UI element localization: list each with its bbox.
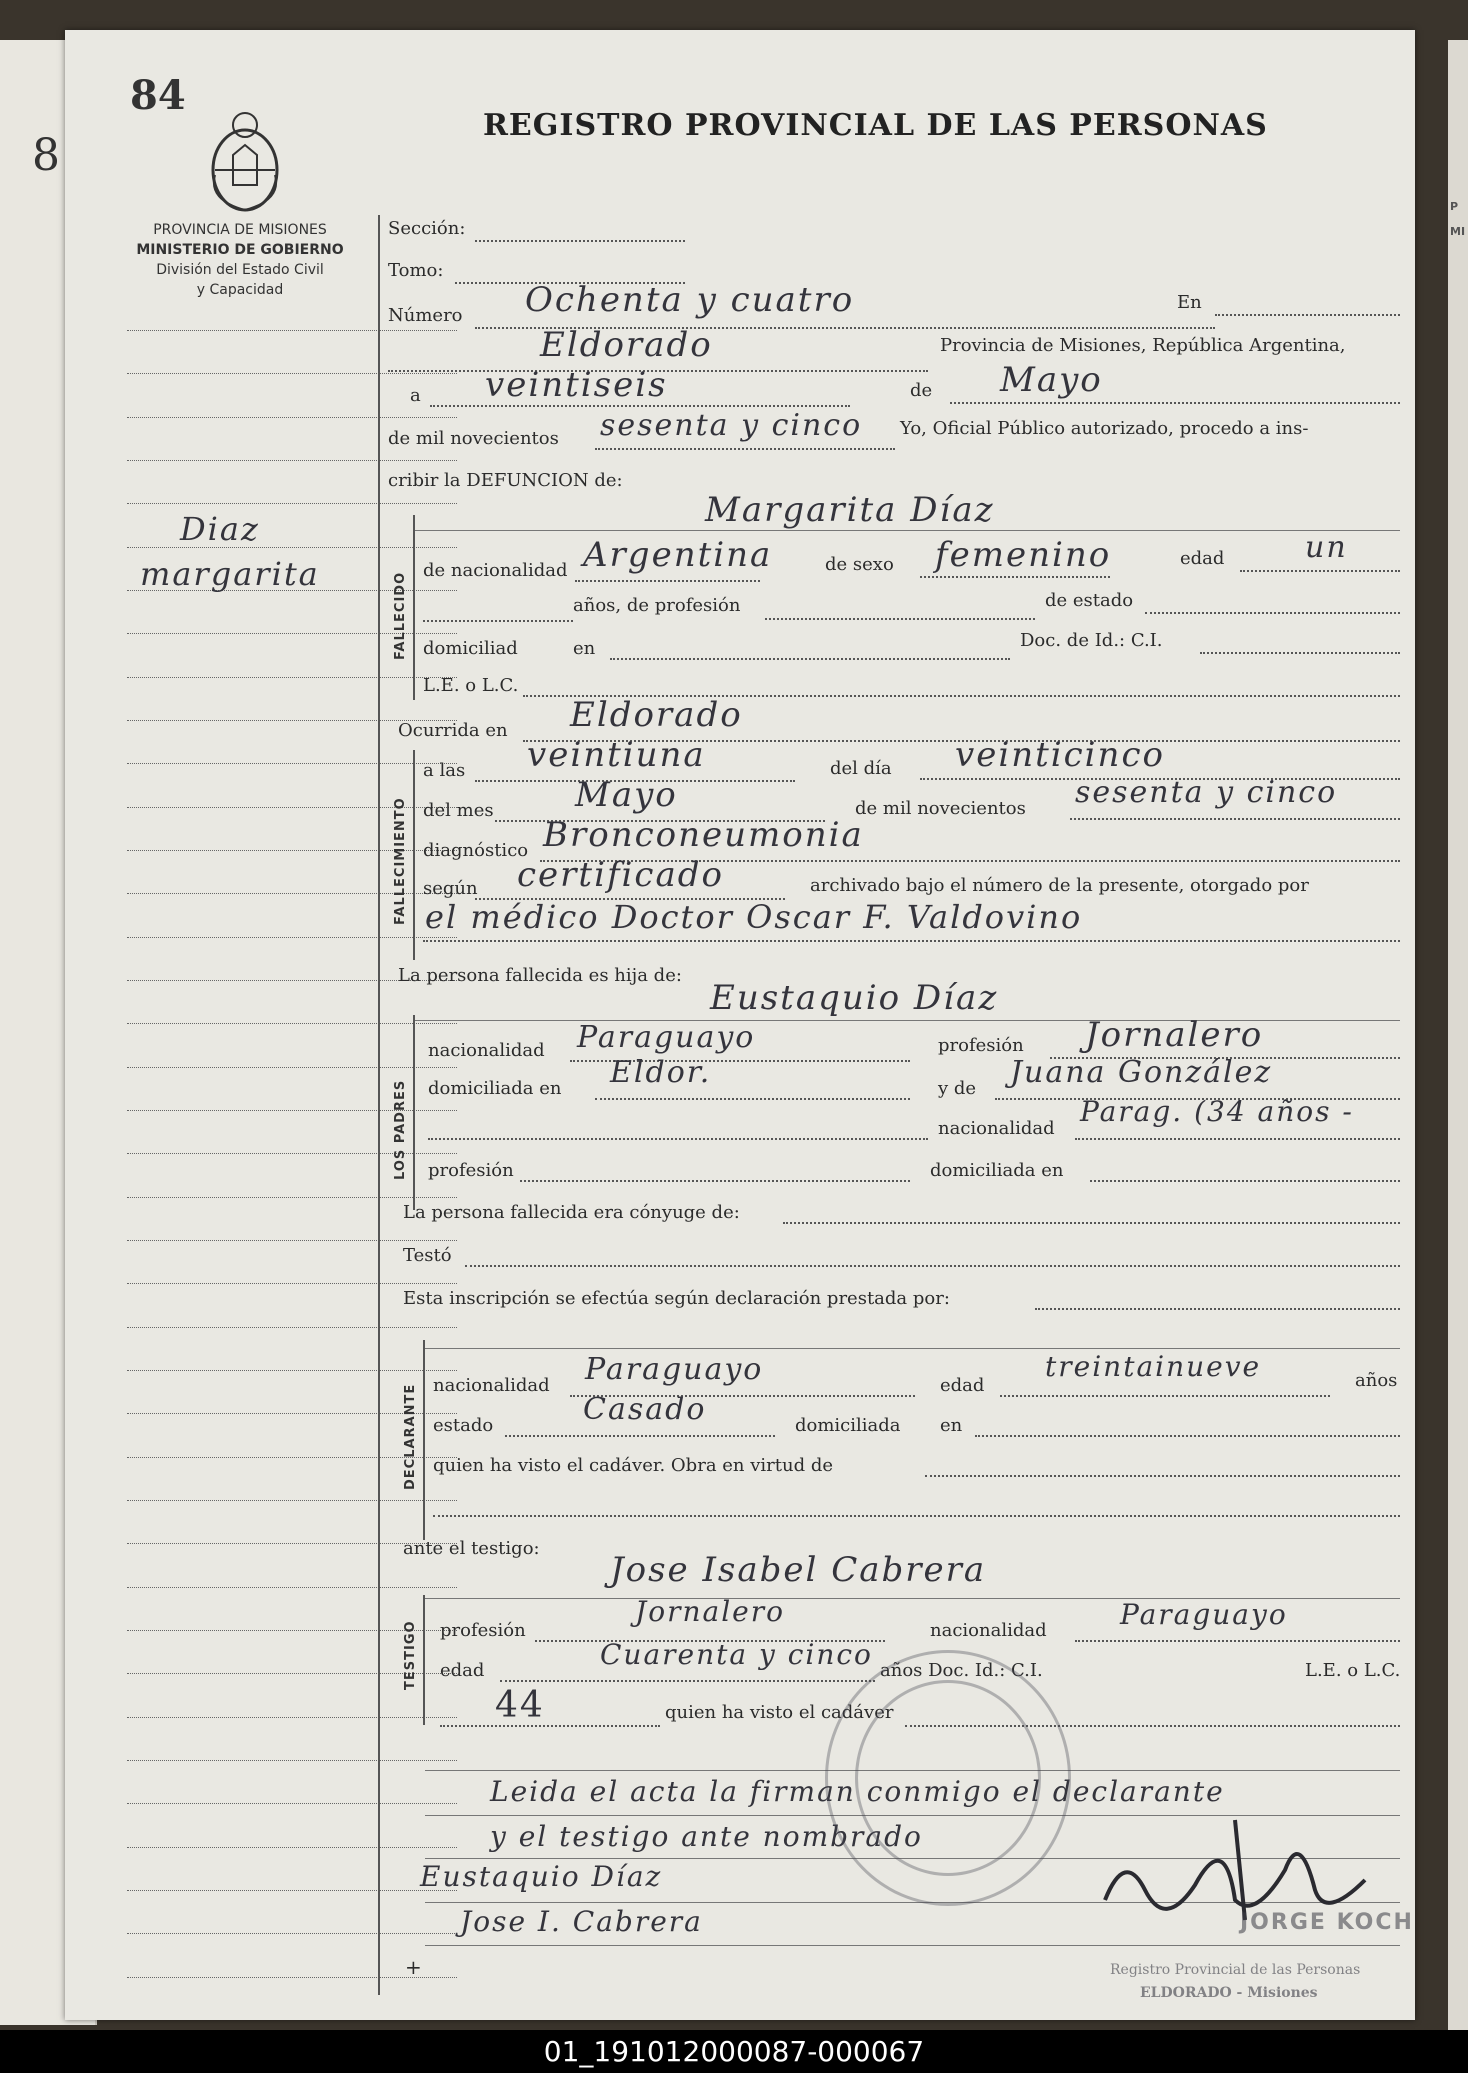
value-test-num: 44 [495,1685,545,1726]
value-test-profesion: Jornalero [635,1595,785,1628]
label-de: de [910,380,933,401]
label-en: En [1177,292,1202,313]
label-de-sexo: de sexo [825,554,894,575]
issuer-line4: y Capacidad [196,282,284,298]
value-anio-fallec: sesenta y cinco [1075,775,1338,810]
value-hora: veintiuna [527,735,706,775]
value-diagnostico: Bronconeumonia [543,815,864,855]
value-padre-domicilio: Eldor. [610,1055,712,1090]
closing-note-line1: Leida el acta la firman conmigo el declarante [490,1775,1225,1808]
issuer-block [115,220,365,300]
value-fallecido-nombre: Margarita Díaz [705,490,995,530]
value-decl-estado: Casado [583,1392,707,1427]
label-seccion: Sección: [388,218,466,239]
value-padre-nombre: Eustaquio Díaz [710,978,999,1018]
label-a: a [410,385,421,406]
label-decl-domiciliada: domiciliada [795,1415,901,1436]
label-madre-domiciliada: domiciliada en [930,1160,1064,1181]
margin-note-surname: Diaz [180,510,260,548]
value-nacionalidad: Argentina [583,535,773,575]
margin-note-given: margarita [140,555,320,593]
label-declaracion: Esta inscripción se efectúa según declaración prestada por: [403,1288,950,1309]
label-y-de: y de [938,1078,977,1099]
value-dia-fallec: veinticinco [955,735,1165,775]
label-doc-id: Doc. de Id.: C.I. [1020,630,1163,651]
label-padre-nacionalidad: nacionalidad [428,1040,545,1061]
label-oficial: Yo, Oficial Público autorizado, procedo a ins- [900,418,1309,439]
value-sexo: femenino [935,535,1112,575]
padres-bracket [413,1015,415,1210]
label-decl-estado: estado [433,1415,494,1436]
label-a-las: a las [423,760,466,781]
value-numero: Ochenta y cuatro [525,280,855,320]
value-padre-profesion: Jornalero [1085,1015,1264,1055]
label-quien-ha-visto: quien ha visto el cadáver. Obra en virtud de [433,1455,834,1476]
value-medico: el médico Doctor Oscar F. Valdovino [425,898,1083,936]
label-del-dia: del día [830,758,892,779]
label-de-nacionalidad: de nacionalidad [423,560,568,581]
value-madre-nombre: Juana González [1010,1055,1273,1090]
label-decl-nacionalidad: nacionalidad [433,1375,550,1396]
label-testo: Testó [403,1245,452,1266]
page-number: 84 [130,72,186,119]
value-testigo-nombre: Jose Isabel Cabrera [610,1550,987,1590]
label-anos-profesion: años, de profesión [573,595,741,616]
fallecimiento-bracket [413,750,415,960]
side-label-testigo: TESTIGO [403,1620,418,1690]
margin-cross-mark: + [405,1955,422,1979]
issuer-line3: División del Estado Civil [156,262,324,278]
signature-declarante: Eustaquio Díaz [420,1860,663,1893]
label-padre-profesion: profesión [938,1035,1024,1056]
value-test-nacionalidad: Paraguayo [1120,1598,1288,1631]
label-de-mil-nov: de mil novecientos [855,798,1026,819]
stamp-footer-name: JORGE KOCH [1240,1910,1414,1935]
label-segun: según [423,878,478,899]
value-decl-edad: treintainueve [1045,1350,1262,1383]
official-round-stamp-inner [855,1680,1041,1876]
value-mes: Mayo [1000,360,1103,400]
fallecido-bracket [413,515,415,700]
document-title: REGISTRO PROVINCIAL DE LAS PERSONAS [483,108,1268,143]
side-label-fallecido: FALLECIDO [393,571,408,660]
label-provincia: Provincia de Misiones, República Argentina, [940,335,1346,356]
value-segun: certificado [517,855,724,895]
label-madre-nacionalidad: nacionalidad [938,1118,1055,1139]
label-en2: en [573,638,596,659]
value-test-edad: Cuarenta y cinco [600,1638,873,1671]
value-dia: veintiseis [485,365,668,405]
label-madre-profesion: profesión [428,1160,514,1181]
side-label-fallecimiento: FALLECIMIENTO [393,797,408,925]
signature-testigo: Jose I. Cabrera [460,1905,703,1938]
value-edad: un [1305,530,1348,565]
label-conyuge: La persona fallecida era cónyuge de: [403,1202,740,1223]
stamp-footer-line2: ELDORADO - Misiones [1140,1985,1318,2001]
image-caption: 01_191012000087-000067 [0,2030,1468,2073]
label-diagnostico: diagnóstico [423,840,529,861]
closing-note-line2: y el testigo ante nombrado [490,1820,923,1853]
value-ocurrida-en: Eldorado [570,695,743,735]
issuer-line2: MINISTERIO DE GOBIERNO [136,242,344,258]
main-divider [378,215,380,1995]
side-label-declarante: DECLARANTE [403,1383,418,1490]
label-hija-de: La persona fallecida es hija de: [398,965,682,986]
side-label-padres: LOS PADRES [393,1079,408,1180]
label-test-le-lc: L.E. o L.C. [1305,1660,1401,1681]
issuer-line1: PROVINCIA DE MISIONES [153,222,327,238]
value-padre-nacionalidad: Paraguayo [577,1020,756,1055]
declarante-bracket [423,1340,425,1540]
label-de-estado: de estado [1045,590,1134,611]
label-test-anos-doc: años Doc. Id.: C.I. [880,1660,1043,1681]
testigo-bracket [423,1595,425,1725]
label-test-quien: quien ha visto el cadáver [665,1702,894,1723]
value-madre-nacionalidad: Parag. (34 años - [1080,1095,1354,1128]
value-mes-fallec: Mayo [575,775,678,815]
registry-page [65,30,1415,2020]
label-test-nacionalidad: nacionalidad [930,1620,1047,1641]
label-ocurrida-en: Ocurrida en [398,720,508,741]
value-decl-nacionalidad: Paraguayo [585,1352,764,1387]
label-test-profesion: profesión [440,1620,526,1641]
coat-of-arms-icon [203,105,287,215]
stamp-footer-line1: Registro Provincial de las Personas [1110,1962,1361,1978]
label-padre-domiciliada: domiciliada en [428,1078,562,1099]
label-del-mes: del mes [423,800,494,821]
label-le-lc: L.E. o L.C. [423,675,519,696]
label-test-edad: edad [440,1660,485,1681]
next-page-edge: P MI [1448,40,1468,2030]
label-decl-en: en [940,1415,963,1436]
label-edad: edad [1180,548,1225,569]
label-mil-novecientos: de mil novecientos [388,428,559,449]
value-lugar: Eldorado [540,325,713,365]
label-archivado: archivado bajo el número de la presente, otorgado por [810,875,1309,896]
label-decl-anos: años [1355,1370,1398,1391]
previous-page-number: 8 [32,130,60,181]
label-domiciliad: domiciliad [423,638,518,659]
label-decl-edad: edad [940,1375,985,1396]
label-inscribir: cribir la DEFUNCION de: [388,470,623,491]
label-tomo: Tomo: [388,260,444,281]
label-numero: Número [388,305,463,326]
label-ante-testigo: ante el testigo: [403,1538,540,1559]
value-anio: sesenta y cinco [600,408,863,443]
